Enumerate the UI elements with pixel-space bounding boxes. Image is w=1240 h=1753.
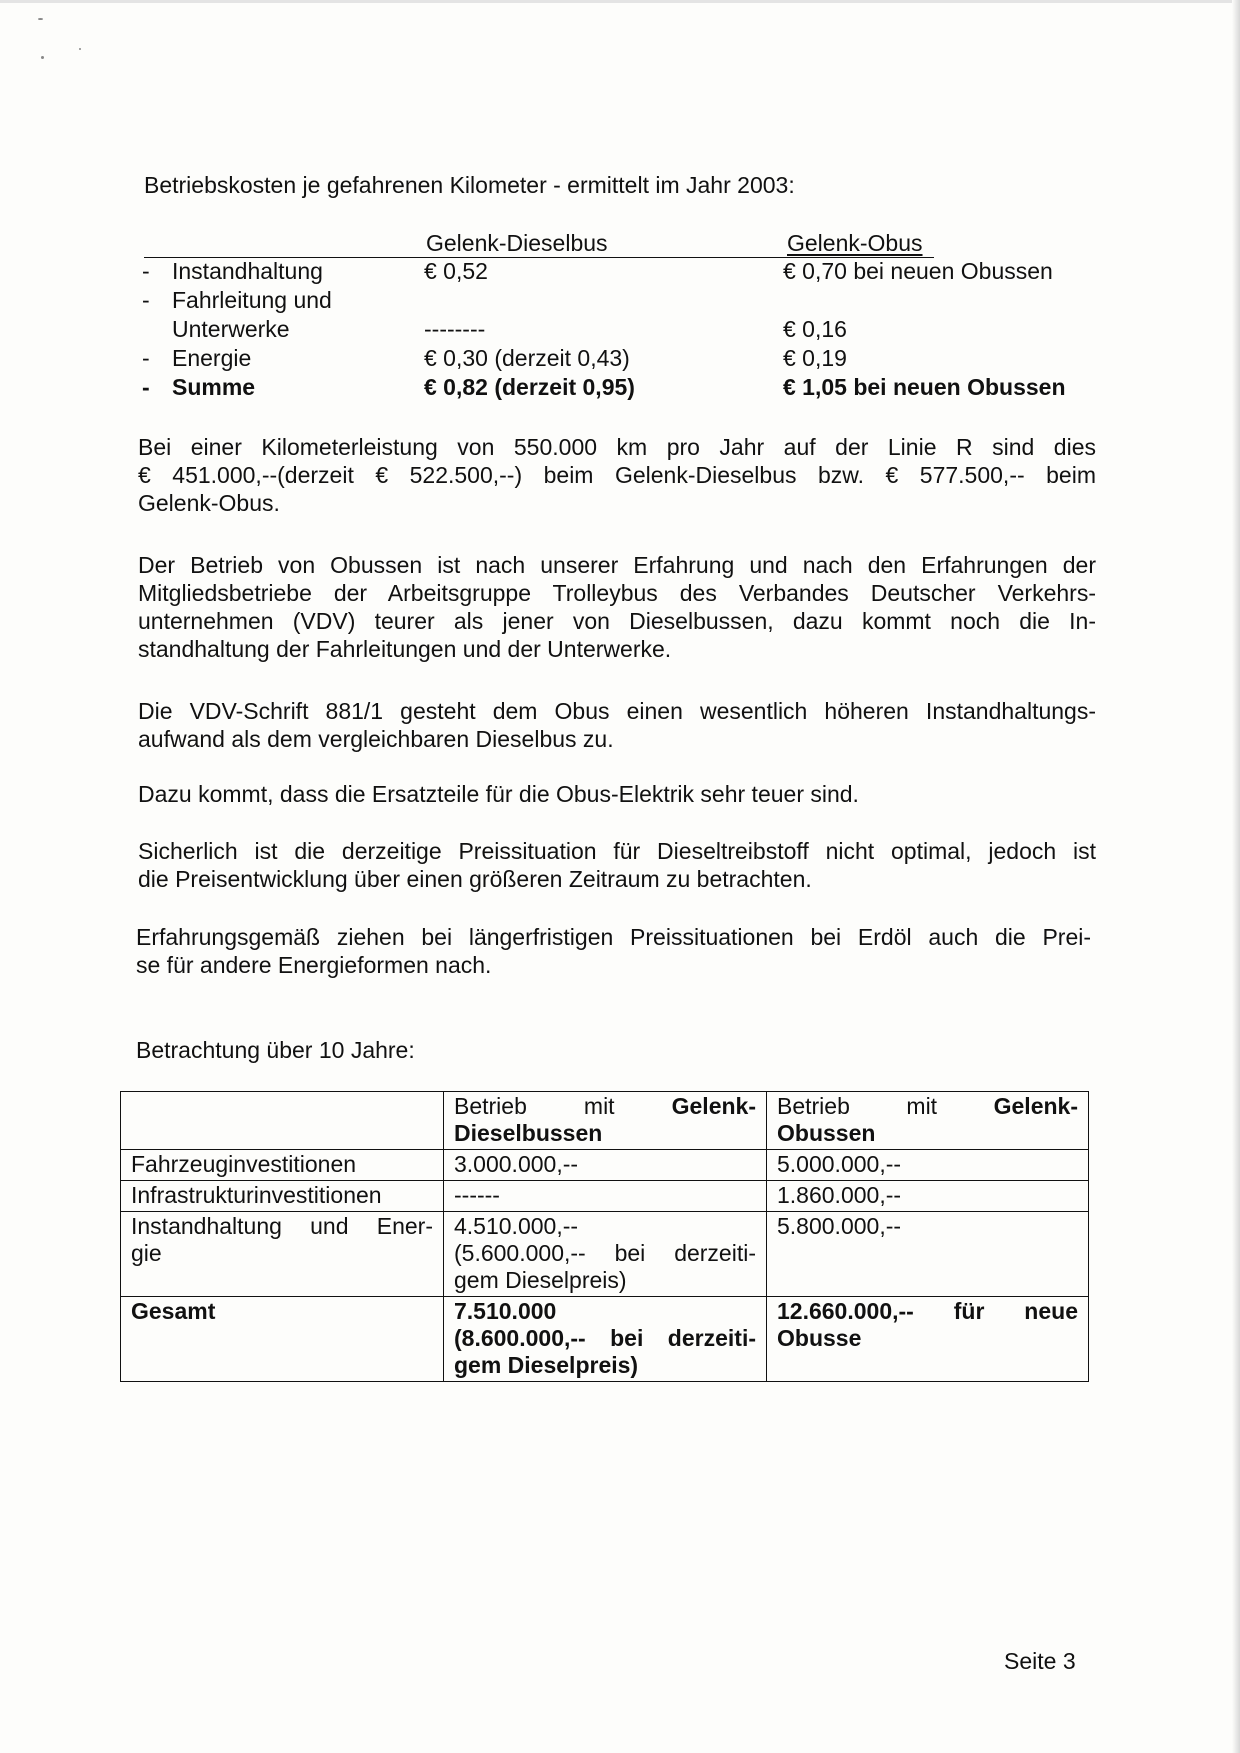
cell-line: 4.510.000,-- — [454, 1213, 579, 1239]
cost-row-sum — [140, 374, 1100, 403]
row-obus-value: € 0,70 bei neuen Obussen — [783, 258, 1053, 284]
cost-row — [140, 287, 1100, 316]
row-obus-cell: 5.000.000,-- — [767, 1150, 1089, 1181]
row-dash: - — [142, 374, 150, 400]
paragraph-line: Die VDV-Schrift 881/1 gesteht dem Obus einen wesentlich höheren Instandhaltungs- — [138, 698, 1096, 724]
row-diesel-cell: 3.000.000,-- — [444, 1150, 767, 1181]
row-diesel-cell — [444, 1297, 767, 1382]
paragraph-line: standhaltung der Fahrleitungen und der Unterwerke. — [138, 636, 672, 662]
row-obus-value: € 0,19 — [783, 345, 847, 371]
row-label: Instandhaltung — [172, 258, 323, 284]
table-row — [121, 1181, 1089, 1212]
paragraph-spare-parts — [138, 780, 1096, 808]
ten-year-table — [120, 1091, 1089, 1382]
header-obus-cell — [767, 1092, 1089, 1150]
page-number: Seite 3 — [1004, 1648, 1076, 1674]
paragraph-line: se für andere Energieformen nach. — [136, 952, 492, 978]
header-diesel-cell — [444, 1092, 767, 1150]
ten-year-header-row — [121, 1092, 1089, 1150]
paragraph-line: unternehmen (VDV) teurer als jener von Dieselbussen, dazu kommt noch die In- — [138, 608, 1096, 634]
header-diesel: Gelenk-Dieselbus — [426, 230, 608, 256]
cell-line: (8.600.000,-- bei derzeiti- — [454, 1325, 756, 1351]
header-line — [454, 1093, 756, 1120]
scan-speck — [79, 48, 81, 50]
row-dash: - — [142, 287, 150, 313]
scan-right-edge — [1232, 0, 1240, 1753]
cell-line: 12.660.000,-- für neue — [777, 1298, 1078, 1324]
paragraph-line: Sicherlich ist die derzeitige Preissituation für Dieseltreibstoff nicht optimal, jedoch ist — [138, 838, 1096, 864]
table-row-total — [121, 1297, 1089, 1382]
paragraph-operation — [138, 551, 1096, 663]
row-label-cell: Gesamt — [121, 1297, 444, 1382]
cell-line: Instandhaltung und Ener- — [131, 1213, 433, 1239]
row-obus-cell — [767, 1297, 1089, 1382]
row-label: Summe — [172, 374, 256, 400]
intro-line: Betriebskosten je gefahrenen Kilometer - ermittelt im Jahr 2003: — [144, 172, 795, 198]
paragraph-line: Dazu kommt, dass die Ersatzteile für die Obus-Elektrik sehr teuer sind. — [138, 781, 859, 807]
cell-line: gem Dieselpreis) — [454, 1352, 639, 1378]
paragraph-line: Gelenk-Obus. — [138, 490, 280, 516]
row-diesel-value: -------- — [424, 316, 486, 342]
row-obus-value: € 1,05 bei neuen Obussen — [783, 374, 1066, 400]
cell-line: gie — [131, 1240, 162, 1266]
paragraph-fuel-price — [138, 837, 1096, 893]
row-label: Fahrleitung und — [172, 287, 332, 313]
paragraph-km-cost — [138, 433, 1096, 517]
header-bold-text: Gelenk- — [993, 1093, 1078, 1119]
header-obus: Gelenk-Obus — [787, 230, 923, 256]
row-obus-cell: 1.860.000,-- — [767, 1181, 1089, 1212]
paragraph-line: Mitgliedsbetriebe der Arbeitsgruppe Trolleybus des Verbandes Deutscher Verkehrs- — [138, 580, 1096, 606]
paragraph-line: Der Betrieb von Obussen ist nach unserer Erfahrung und nach den Erfahrungen der — [138, 552, 1096, 578]
cost-per-km-table — [140, 230, 1100, 403]
cell-line: 7.510.000 — [454, 1298, 557, 1324]
row-label: Energie — [172, 345, 252, 371]
row-diesel-value: € 0,30 (derzeit 0,43) — [424, 345, 630, 371]
paragraph-line: € 451.000,--(derzeit € 522.500,--) beim Gelenk-Dieselbus bzw. € 577.500,-- beim — [138, 462, 1096, 488]
row-diesel-cell: ------ — [444, 1181, 767, 1212]
paragraph-vdv — [138, 697, 1096, 753]
header-text: Betrieb mit — [777, 1093, 938, 1119]
header-bold-text: Gelenk- — [671, 1093, 756, 1119]
row-label-cell — [121, 1212, 444, 1297]
cost-row — [140, 258, 1100, 287]
header-bold-text: Dieselbussen — [454, 1120, 603, 1146]
paragraph-line: die Preisentwicklung über einen größeren Zeitraum zu betrachten. — [138, 866, 812, 892]
row-label-cell: Fahrzeuginvestitionen — [121, 1150, 444, 1181]
row-diesel-cell — [444, 1212, 767, 1297]
paragraph-line: aufwand als dem vergleichbaren Dieselbus zu. — [138, 726, 614, 752]
row-label-cell: Infrastrukturinvestitionen — [121, 1181, 444, 1212]
header-text: Betrieb mit — [454, 1093, 615, 1119]
scan-speck — [41, 56, 44, 59]
table-row — [121, 1212, 1089, 1297]
header-line — [777, 1093, 1078, 1120]
cell-line: gem Dieselpreis) — [454, 1267, 627, 1293]
cost-table-header — [140, 230, 1100, 258]
row-dash: - — [142, 258, 150, 284]
header-bold-text: Obussen — [777, 1120, 876, 1146]
scan-top-edge — [0, 0, 1240, 3]
row-diesel-value: € 0,52 — [424, 258, 488, 284]
cost-row — [140, 345, 1100, 374]
row-dash: - — [142, 345, 150, 371]
paragraph-line: Bei einer Kilometerleistung von 550.000 km pro Jahr auf der Linie R sind dies — [138, 434, 1096, 460]
row-obus-cell: 5.800.000,-- — [767, 1212, 1089, 1297]
cost-row — [140, 316, 1100, 345]
row-obus-value: € 0,16 — [783, 316, 847, 342]
paragraph-energy — [136, 923, 1091, 979]
row-label: Unterwerke — [172, 316, 290, 342]
paragraph-line: Erfahrungsgemäß ziehen bei längerfristigen Preissituationen bei Erdöl auch die Prei- — [136, 924, 1091, 950]
scan-speck — [38, 18, 43, 20]
table-row — [121, 1150, 1089, 1181]
header-empty-cell — [121, 1092, 444, 1150]
cell-line: (5.600.000,-- bei derzeiti- — [454, 1240, 756, 1266]
row-diesel-value: € 0,82 (derzeit 0,95) — [424, 374, 635, 400]
ten-year-title: Betrachtung über 10 Jahre: — [136, 1037, 415, 1063]
cell-line: Obusse — [777, 1325, 862, 1351]
